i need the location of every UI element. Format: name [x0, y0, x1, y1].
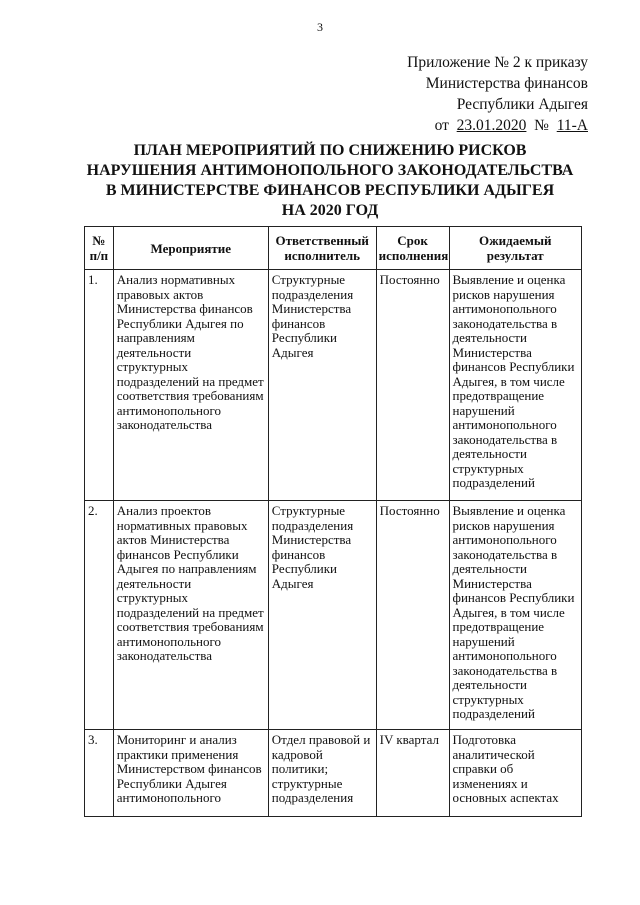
- header-result: Ожидаемый результат: [449, 227, 581, 270]
- date-prefix: от: [434, 117, 449, 134]
- appendix-block: [407, 52, 588, 136]
- measures-table: [84, 226, 582, 817]
- cell-result: Подготовка аналитической справки об изменениях и основных аспектах: [449, 730, 581, 817]
- header-measure: Мероприятие: [113, 227, 268, 270]
- table-row: [85, 730, 582, 817]
- cell-deadline: Постоянно: [376, 501, 449, 730]
- cell-responsible: Структурные подразделения Министерства финансов Республики Адыгея: [268, 270, 376, 501]
- title-line: НАРУШЕНИЯ АНТИМОНОПОЛЬНОГО ЗАКОНОДАТЕЛЬСТВА: [86, 162, 574, 179]
- number-sign: №: [534, 117, 549, 134]
- cell-measure: Мониторинг и анализ практики применения Министерством финансов Республики Адыгея антимонопольного: [113, 730, 268, 817]
- cell-deadline: IV квартал: [376, 730, 449, 817]
- cell-responsible: Отдел правовой и кадровой политики; структурные подразделения: [268, 730, 376, 817]
- order-number: 11-А: [556, 117, 588, 134]
- title-line: ПЛАН МЕРОПРИЯТИЙ ПО СНИЖЕНИЮ РИСКОВ: [133, 142, 527, 159]
- cell-result: Выявление и оценка рисков нарушения антимонопольного законодательства в деятельности Министерства финансов Республики Адыгея, в том числе предотвращение нарушений антимонопольного законодательства в деятельности структурных подразделений: [449, 501, 581, 730]
- table-row: [85, 270, 582, 501]
- cell-num: 2.: [85, 501, 114, 730]
- cell-measure: Анализ проектов нормативных правовых актов Министерства финансов Республики Адыгея по направлениям деятельности структурных подразделений на предмет соответствия требованиям антимонопольного законодательства: [113, 501, 268, 730]
- cell-num: 3.: [85, 730, 114, 817]
- cell-measure: Анализ нормативных правовых актов Министерства финансов Республики Адыгея по направлениям деятельности структурных подразделений на предмет соответствия требованиям антимонопольного законодательства: [113, 270, 268, 501]
- page-number: 3: [317, 20, 323, 34]
- header-responsible: Ответственный исполнитель: [268, 227, 376, 270]
- title-line: В МИНИСТЕРСТВЕ ФИНАНСОВ РЕСПУБЛИКИ АДЫГЕЯ: [105, 182, 555, 199]
- cell-responsible: Структурные подразделения Министерства финансов Республики Адыгея: [268, 501, 376, 730]
- appendix-line: Республики Адыгея: [456, 96, 588, 113]
- table-header-row: [85, 227, 582, 270]
- appendix-date-line: [407, 115, 588, 136]
- table-row: [85, 501, 582, 730]
- cell-num: 1.: [85, 270, 114, 501]
- order-date: 23.01.2020: [456, 117, 527, 134]
- header-deadline: Срок исполнения: [376, 227, 449, 270]
- cell-deadline: Постоянно: [376, 270, 449, 501]
- document-title: [80, 141, 580, 221]
- title-line: НА 2020 ГОД: [281, 202, 379, 219]
- appendix-line: Министерства финансов: [425, 75, 588, 92]
- header-num: № п/п: [85, 227, 114, 270]
- appendix-line: Приложение № 2 к приказу: [407, 54, 588, 71]
- cell-result: Выявление и оценка рисков нарушения антимонопольного законодательства в деятельности Министерства финансов Республики Адыгея, в том числе предотвращение нарушений антимонопольного законодательства в деятельности структурных подразделений: [449, 270, 581, 501]
